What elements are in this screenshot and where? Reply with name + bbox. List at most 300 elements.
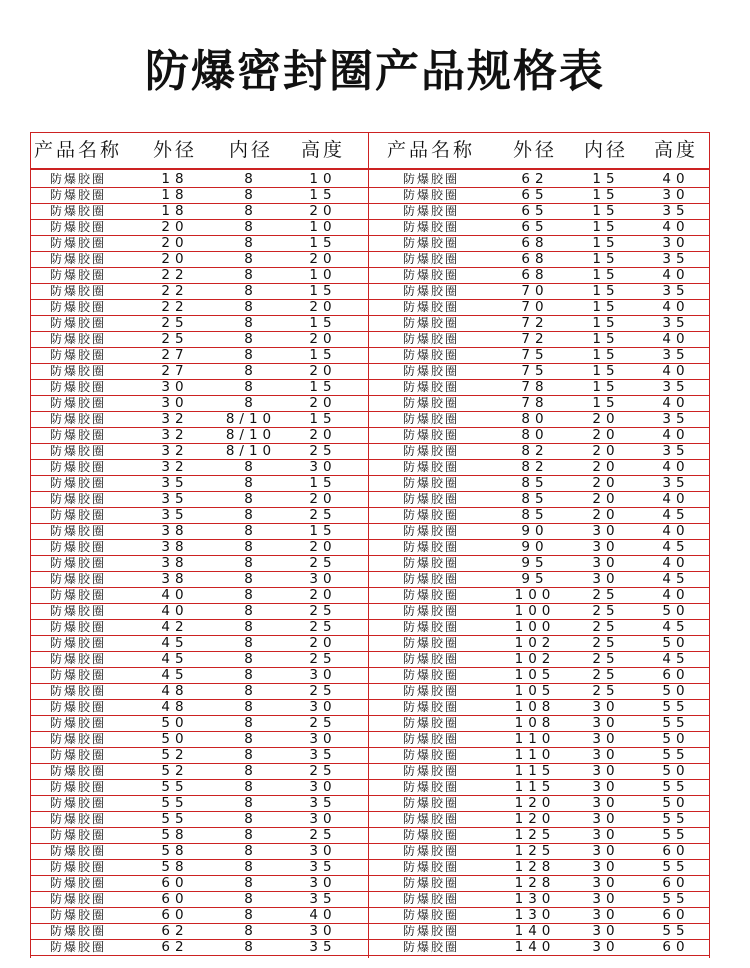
table-cell: 15 <box>592 395 620 411</box>
table-cell: 防爆胶圈 <box>49 588 106 602</box>
column-header: 产品名称 <box>386 139 475 161</box>
table-cell: 40 <box>662 171 690 187</box>
table-cell: 25 <box>309 619 337 635</box>
table-cell: 55 <box>662 715 690 731</box>
table-cell: 30 <box>309 667 337 683</box>
table-cell: 防爆胶圈 <box>49 940 106 954</box>
table-cell: 防爆胶圈 <box>402 220 459 234</box>
table-cell: 50 <box>662 635 690 651</box>
table-cell: 防爆胶圈 <box>402 892 459 906</box>
table-cell: 40 <box>662 219 690 235</box>
table-cell: 防爆胶圈 <box>402 204 459 218</box>
table-cell: 8 <box>244 619 258 635</box>
table-cell: 8 <box>244 763 258 779</box>
table-cell: 防爆胶圈 <box>402 812 459 826</box>
table-cell: 防爆胶圈 <box>49 284 106 298</box>
table-cell: 18 <box>161 203 189 219</box>
table-cell: 30 <box>592 859 620 875</box>
table-cell: 35 <box>662 475 690 491</box>
table-cell: 8 <box>244 811 258 827</box>
table-cell: 8 <box>244 283 258 299</box>
table-cell: 20 <box>161 235 189 251</box>
table-cell: 40 <box>161 603 189 619</box>
table-cell: 20 <box>309 363 337 379</box>
table-cell: 防爆胶圈 <box>49 764 106 778</box>
table-cell: 防爆胶圈 <box>49 652 106 666</box>
table-cell: 20 <box>309 539 337 555</box>
table-cell: 100 <box>514 619 556 635</box>
table-cell: 防爆胶圈 <box>49 716 106 730</box>
column-group-divider <box>368 132 369 958</box>
table-cell: 68 <box>521 267 549 283</box>
table-cell: 120 <box>514 811 556 827</box>
table-cell: 防爆胶圈 <box>402 828 459 842</box>
table-cell: 38 <box>161 523 189 539</box>
table-cell: 20 <box>592 507 620 523</box>
table-cell: 62 <box>161 923 189 939</box>
table-cell: 8 <box>244 539 258 555</box>
table-cell: 20 <box>309 299 337 315</box>
table-cell: 75 <box>521 347 549 363</box>
table-cell: 80 <box>521 427 549 443</box>
table-cell: 15 <box>592 187 620 203</box>
table-cell: 防爆胶圈 <box>402 876 459 890</box>
table-cell: 8 <box>244 779 258 795</box>
table-cell: 22 <box>161 267 189 283</box>
table-cell: 85 <box>521 491 549 507</box>
column-header: 内径 <box>228 139 273 161</box>
table-cell: 55 <box>662 891 690 907</box>
table-cell: 38 <box>161 555 189 571</box>
table-cell: 78 <box>521 379 549 395</box>
table-cell: 防爆胶圈 <box>402 684 459 698</box>
table-cell: 40 <box>662 459 690 475</box>
table-cell: 防爆胶圈 <box>402 460 459 474</box>
table-cell: 40 <box>662 555 690 571</box>
table-cell: 40 <box>309 907 337 923</box>
table-cell: 35 <box>662 203 690 219</box>
table-cell: 40 <box>662 267 690 283</box>
table-cell: 50 <box>662 763 690 779</box>
table-cell: 防爆胶圈 <box>49 604 106 618</box>
table-cell: 68 <box>521 235 549 251</box>
table-cell: 15 <box>592 347 620 363</box>
table-cell: 35 <box>161 491 189 507</box>
table-cell: 8 <box>244 363 258 379</box>
table-cell: 8 <box>244 299 258 315</box>
table-cell: 防爆胶圈 <box>402 188 459 202</box>
table-cell: 25 <box>592 667 620 683</box>
table-cell: 8 <box>244 187 258 203</box>
table-cell: 15 <box>592 251 620 267</box>
table-cell: 防爆胶圈 <box>402 524 459 538</box>
table-cell: 15 <box>309 523 337 539</box>
table-cell: 15 <box>592 219 620 235</box>
table-cell: 防爆胶圈 <box>402 444 459 458</box>
table-cell: 防爆胶圈 <box>49 892 106 906</box>
table-cell: 防爆胶圈 <box>402 924 459 938</box>
table-cell: 防爆胶圈 <box>49 508 106 522</box>
table-cell: 30 <box>662 187 690 203</box>
table-cell: 防爆胶圈 <box>49 380 106 394</box>
table-cell: 8 <box>244 523 258 539</box>
table-cell: 防爆胶圈 <box>49 524 106 538</box>
table-cell: 20 <box>592 411 620 427</box>
table-cell: 20 <box>592 427 620 443</box>
table-cell: 防爆胶圈 <box>49 540 106 554</box>
table-cell: 8 <box>244 715 258 731</box>
table-cell: 70 <box>521 283 549 299</box>
table-cell: 25 <box>592 587 620 603</box>
table-cell: 15 <box>592 299 620 315</box>
table-cell: 防爆胶圈 <box>402 300 459 314</box>
table-cell: 15 <box>309 411 337 427</box>
table-cell: 40 <box>662 491 690 507</box>
table-cell: 35 <box>161 475 189 491</box>
table-cell: 8 <box>244 459 258 475</box>
table-cell: 防爆胶圈 <box>49 700 106 714</box>
table-cell: 25 <box>309 603 337 619</box>
table-cell: 8 <box>244 491 258 507</box>
table-cell: 防爆胶圈 <box>49 908 106 922</box>
table-cell: 140 <box>514 923 556 939</box>
table-cell: 60 <box>662 667 690 683</box>
table-cell: 32 <box>161 443 189 459</box>
table-cell: 8 <box>244 347 258 363</box>
table-cell: 防爆胶圈 <box>402 492 459 506</box>
column-header: 高度 <box>300 139 345 161</box>
table-cell: 8 <box>244 747 258 763</box>
table-cell: 25 <box>161 331 189 347</box>
table-cell: 防爆胶圈 <box>49 732 106 746</box>
table-cell: 30 <box>592 923 620 939</box>
table-cell: 62 <box>161 939 189 955</box>
table-cell: 110 <box>514 731 556 747</box>
table-cell: 防爆胶圈 <box>49 796 106 810</box>
table-cell: 125 <box>514 843 556 859</box>
table-cell: 15 <box>309 187 337 203</box>
table-cell: 防爆胶圈 <box>49 876 106 890</box>
table-cell: 30 <box>592 843 620 859</box>
table-cell: 25 <box>309 651 337 667</box>
table-cell: 25 <box>309 443 337 459</box>
table-cell: 102 <box>514 635 556 651</box>
table-cell: 防爆胶圈 <box>402 588 459 602</box>
table-cell: 72 <box>521 315 549 331</box>
table-cell: 8 <box>244 331 258 347</box>
table-cell: 70 <box>521 299 549 315</box>
table-cell: 25 <box>592 651 620 667</box>
table-cell: 防爆胶圈 <box>49 860 106 874</box>
table-cell: 防爆胶圈 <box>49 220 106 234</box>
table-cell: 45 <box>161 667 189 683</box>
table-cell: 25 <box>309 507 337 523</box>
table-cell: 防爆胶圈 <box>49 748 106 762</box>
table-cell: 15 <box>592 283 620 299</box>
table-cell: 8 <box>244 219 258 235</box>
table-cell: 75 <box>521 363 549 379</box>
table-cell: 130 <box>514 891 556 907</box>
table-cell: 90 <box>521 539 549 555</box>
table-cell: 防爆胶圈 <box>402 364 459 378</box>
table-cell: 35 <box>662 315 690 331</box>
table-cell: 8 <box>244 859 258 875</box>
table-cell: 55 <box>161 795 189 811</box>
table-cell: 45 <box>662 571 690 587</box>
table-cell: 15 <box>592 379 620 395</box>
table-cell: 102 <box>514 651 556 667</box>
table-cell: 55 <box>662 779 690 795</box>
table-cell: 115 <box>514 763 556 779</box>
table-cell: 45 <box>662 539 690 555</box>
table-cell: 30 <box>592 795 620 811</box>
column-header: 外径 <box>152 139 197 161</box>
table-cell: 80 <box>521 411 549 427</box>
table-cell: 防爆胶圈 <box>49 268 106 282</box>
table-cell: 8 <box>244 939 258 955</box>
table-cell: 65 <box>521 187 549 203</box>
table-cell: 防爆胶圈 <box>49 684 106 698</box>
table-cell: 8 <box>244 571 258 587</box>
table-cell: 20 <box>309 395 337 411</box>
table-cell: 15 <box>592 315 620 331</box>
table-cell: 35 <box>309 891 337 907</box>
table-cell: 8 <box>244 251 258 267</box>
table-cell: 30 <box>309 571 337 587</box>
table-cell: 15 <box>309 379 337 395</box>
table-cell: 防爆胶圈 <box>402 732 459 746</box>
table-cell: 防爆胶圈 <box>402 412 459 426</box>
table-cell: 防爆胶圈 <box>49 924 106 938</box>
table-cell: 55 <box>662 923 690 939</box>
table-cell: 8 <box>244 379 258 395</box>
table-cell: 40 <box>662 523 690 539</box>
table-cell: 105 <box>514 683 556 699</box>
table-cell: 35 <box>309 859 337 875</box>
table-cell: 18 <box>161 171 189 187</box>
table-cell: 55 <box>662 747 690 763</box>
table-cell: 85 <box>521 475 549 491</box>
table-cell: 90 <box>521 523 549 539</box>
table-cell: 防爆胶圈 <box>402 316 459 330</box>
table-cell: 防爆胶圈 <box>402 716 459 730</box>
table-cell: 60 <box>662 939 690 955</box>
table-cell: 85 <box>521 507 549 523</box>
table-cell: 8 <box>244 587 258 603</box>
table-cell: 58 <box>161 843 189 859</box>
table-cell: 15 <box>309 475 337 491</box>
table-cell: 30 <box>592 523 620 539</box>
table-cell: 78 <box>521 395 549 411</box>
table-cell: 18 <box>161 187 189 203</box>
table-cell: 55 <box>161 779 189 795</box>
table-cell: 40 <box>662 427 690 443</box>
table-cell: 35 <box>662 347 690 363</box>
table-cell: 110 <box>514 747 556 763</box>
table-cell: 防爆胶圈 <box>49 828 106 842</box>
table-cell: 42 <box>161 619 189 635</box>
table-cell: 55 <box>662 699 690 715</box>
table-cell: 95 <box>521 555 549 571</box>
table-cell: 62 <box>521 171 549 187</box>
table-cell: 防爆胶圈 <box>402 508 459 522</box>
table-cell: 20 <box>592 491 620 507</box>
table-cell: 40 <box>161 587 189 603</box>
table-cell: 防爆胶圈 <box>49 348 106 362</box>
table-cell: 8 <box>244 235 258 251</box>
table-cell: 30 <box>592 699 620 715</box>
table-cell: 105 <box>514 667 556 683</box>
table-cell: 8 <box>244 795 258 811</box>
table-cell: 防爆胶圈 <box>402 172 459 186</box>
table-cell: 68 <box>521 251 549 267</box>
table-cell: 35 <box>309 795 337 811</box>
table-cell: 8 <box>244 699 258 715</box>
table-cell: 防爆胶圈 <box>49 412 106 426</box>
table-cell: 50 <box>662 683 690 699</box>
table-cell: 30 <box>309 731 337 747</box>
header-divider <box>31 168 709 170</box>
table-cell: 60 <box>662 875 690 891</box>
table-cell: 20 <box>309 427 337 443</box>
table-cell: 30 <box>592 891 620 907</box>
table-cell: 30 <box>309 811 337 827</box>
table-cell: 防爆胶圈 <box>49 812 106 826</box>
table-cell: 50 <box>662 795 690 811</box>
table-cell: 8 <box>244 171 258 187</box>
table-cell: 防爆胶圈 <box>49 460 106 474</box>
table-cell: 30 <box>161 379 189 395</box>
table-cell: 防爆胶圈 <box>49 844 106 858</box>
table-cell: 55 <box>662 827 690 843</box>
table-cell: 15 <box>309 347 337 363</box>
table-cell: 45 <box>161 635 189 651</box>
table-cell: 15 <box>592 235 620 251</box>
table-cell: 15 <box>592 267 620 283</box>
table-cell: 15 <box>592 171 620 187</box>
table-cell: 8/10 <box>225 427 277 443</box>
table-cell: 30 <box>662 235 690 251</box>
table-cell: 8 <box>244 891 258 907</box>
table-cell: 60 <box>662 843 690 859</box>
table-cell: 防爆胶圈 <box>49 636 106 650</box>
table-cell: 防爆胶圈 <box>49 396 106 410</box>
table-cell: 防爆胶圈 <box>49 780 106 794</box>
table-cell: 35 <box>662 443 690 459</box>
table-cell: 60 <box>161 907 189 923</box>
table-cell: 10 <box>309 171 337 187</box>
table-cell: 防爆胶圈 <box>402 940 459 954</box>
table-cell: 22 <box>161 299 189 315</box>
table-cell: 防爆胶圈 <box>402 284 459 298</box>
table-cell: 防爆胶圈 <box>49 492 106 506</box>
table-cell: 45 <box>662 507 690 523</box>
table-cell: 20 <box>309 491 337 507</box>
table-cell: 32 <box>161 411 189 427</box>
table-cell: 防爆胶圈 <box>402 540 459 554</box>
table-cell: 防爆胶圈 <box>49 300 106 314</box>
table-cell: 防爆胶圈 <box>49 204 106 218</box>
table-cell: 防爆胶圈 <box>49 332 106 346</box>
table-cell: 防爆胶圈 <box>402 844 459 858</box>
table-cell: 120 <box>514 795 556 811</box>
table-cell: 防爆胶圈 <box>402 556 459 570</box>
table-cell: 防爆胶圈 <box>402 796 459 810</box>
table-cell: 8 <box>244 827 258 843</box>
table-cell: 25 <box>592 603 620 619</box>
table-cell: 95 <box>521 571 549 587</box>
table-cell: 15 <box>309 235 337 251</box>
table-cell: 15 <box>309 315 337 331</box>
table-cell: 8/10 <box>225 443 277 459</box>
table-cell: 8 <box>244 203 258 219</box>
table-cell: 30 <box>592 907 620 923</box>
table-cell: 30 <box>592 571 620 587</box>
table-cell: 100 <box>514 603 556 619</box>
table-cell: 15 <box>309 283 337 299</box>
table-cell: 128 <box>514 875 556 891</box>
table-cell: 防爆胶圈 <box>402 748 459 762</box>
table-cell: 8 <box>244 603 258 619</box>
table-cell: 40 <box>662 395 690 411</box>
table-cell: 30 <box>592 811 620 827</box>
table-cell: 8 <box>244 875 258 891</box>
table-cell: 82 <box>521 443 549 459</box>
table-cell: 10 <box>309 219 337 235</box>
table-cell: 40 <box>662 299 690 315</box>
table-cell: 100 <box>514 587 556 603</box>
table-cell: 50 <box>161 731 189 747</box>
table-cell: 30 <box>309 875 337 891</box>
table-cell: 15 <box>592 331 620 347</box>
table-cell: 30 <box>309 459 337 475</box>
table-cell: 65 <box>521 219 549 235</box>
table-cell: 50 <box>662 731 690 747</box>
table-cell: 防爆胶圈 <box>402 380 459 394</box>
table-cell: 27 <box>161 347 189 363</box>
table-cell: 48 <box>161 699 189 715</box>
table-cell: 8 <box>244 907 258 923</box>
table-cell: 防爆胶圈 <box>49 172 106 186</box>
table-cell: 防爆胶圈 <box>402 908 459 922</box>
table-cell: 防爆胶圈 <box>402 332 459 346</box>
table-cell: 防爆胶圈 <box>402 860 459 874</box>
table-cell: 50 <box>161 715 189 731</box>
table-cell: 25 <box>592 619 620 635</box>
table-cell: 60 <box>161 891 189 907</box>
table-cell: 8 <box>244 635 258 651</box>
table-cell: 25 <box>309 715 337 731</box>
table-cell: 45 <box>662 651 690 667</box>
table-cell: 50 <box>662 603 690 619</box>
table-cell: 30 <box>592 539 620 555</box>
table-cell: 30 <box>592 763 620 779</box>
table-cell: 65 <box>521 203 549 219</box>
table-cell: 防爆胶圈 <box>402 252 459 266</box>
table-cell: 32 <box>161 459 189 475</box>
table-cell: 防爆胶圈 <box>49 556 106 570</box>
table-cell: 20 <box>161 251 189 267</box>
table-cell: 72 <box>521 331 549 347</box>
table-cell: 8/10 <box>225 411 277 427</box>
table-cell: 60 <box>662 907 690 923</box>
table-cell: 20 <box>161 219 189 235</box>
table-cell: 35 <box>662 251 690 267</box>
table-cell: 防爆胶圈 <box>49 444 106 458</box>
table-cell: 35 <box>161 507 189 523</box>
table-cell: 防爆胶圈 <box>49 572 106 586</box>
table-cell: 58 <box>161 827 189 843</box>
